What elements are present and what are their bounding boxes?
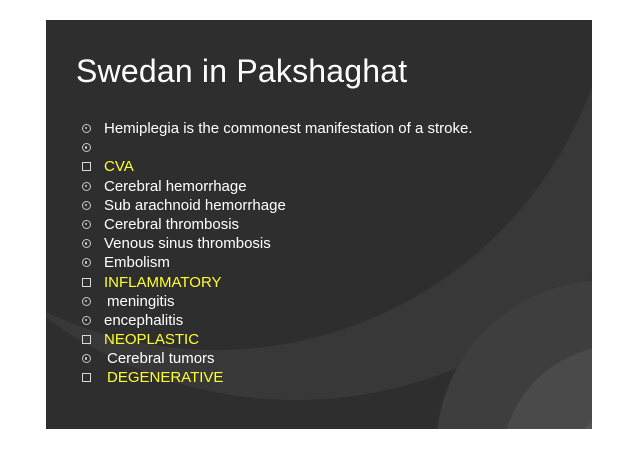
bullet-text: encephalitis (104, 311, 184, 329)
square-bullet-icon (82, 373, 91, 382)
bullet-text: Cerebral hemorrhage (104, 177, 247, 195)
square-bullet-icon (82, 278, 91, 287)
bullet-text: DEGENERATIVE (107, 369, 224, 387)
bullet-text: Sub arachnoid hemorrhage (104, 196, 286, 214)
circle-bullet-icon (82, 316, 91, 325)
circle-bullet-icon (82, 220, 91, 229)
bullet-text: meningitis (107, 292, 175, 310)
circle-bullet-icon (82, 201, 91, 210)
bullet-text: Cerebral thrombosis (104, 215, 240, 233)
bullet-text: Cerebral tumors (107, 350, 215, 368)
circle-bullet-icon (82, 124, 91, 133)
square-bullet-icon (82, 162, 91, 171)
circle-bullet-icon (82, 297, 91, 306)
bullet-text: CVA (104, 158, 134, 176)
square-bullet-icon (82, 335, 91, 344)
bullet-text: Embolism (104, 254, 170, 272)
slide (46, 20, 592, 429)
bullet-text: NEOPLASTIC (104, 331, 200, 349)
circle-bullet-icon (82, 182, 91, 191)
bullet-text: Venous sinus thrombosis (104, 235, 271, 253)
slide-title: Swedan in Pakshaghat (76, 53, 408, 89)
bullet-text: Hemiplegia is the commonest manifestation of a stroke. (104, 120, 473, 137)
bullet-text: INFLAMMATORY (104, 273, 222, 291)
